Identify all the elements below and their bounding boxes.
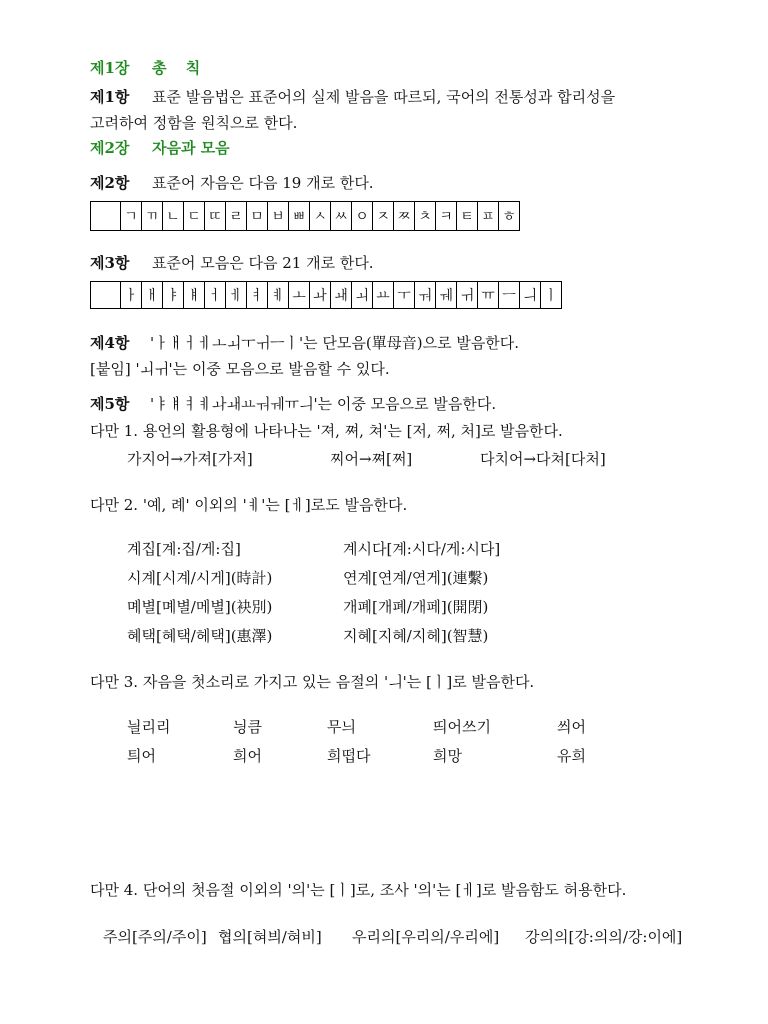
vowel-cell: ㅔ <box>226 282 247 309</box>
vowel-cell: ㅒ <box>184 282 205 309</box>
consonant-cell: ㅊ <box>415 202 436 231</box>
vowel-cell: ㅝ <box>415 282 436 309</box>
consonant-cell: ㄷ <box>184 202 205 231</box>
article-5 <box>90 395 496 413</box>
example-item: 협의[혀븨/혀비] <box>218 928 322 946</box>
article-4-note: [붙임] 'ㅚㅟ'는 이중 모음으로 발음할 수 있다. <box>90 360 390 378</box>
consonant-cell: ㄴ <box>163 202 184 231</box>
vowel-cell: ㅓ <box>205 282 226 309</box>
vowel-cell: ㅛ <box>373 282 394 309</box>
vowel-cell: ㅏ <box>121 282 142 309</box>
example-item: 연계[연계/연게](連繫) <box>343 569 489 587</box>
article-1-text: 표준 발음법은 표준어의 실제 발음을 따르되, 국어의 전통성과 합리성을 <box>152 88 616 106</box>
consonant-cell: ㅅ <box>310 202 331 231</box>
example-item: 닁큼 <box>233 718 262 736</box>
article-3-label: 제3항 <box>90 254 130 272</box>
article-2 <box>90 174 374 192</box>
chapter-2-heading <box>90 139 230 157</box>
vowel-cell: ㅙ <box>331 282 352 309</box>
blank-cell <box>91 202 121 231</box>
consonant-cell: ㅂ <box>268 202 289 231</box>
example-item: 늴리리 <box>127 718 171 736</box>
consonant-cell: ㅉ <box>394 202 415 231</box>
example-item: 희떱다 <box>327 747 371 765</box>
vowel-cell: ㅣ <box>541 282 562 309</box>
consonant-cell: ㅁ <box>247 202 268 231</box>
exception-3-text: 다만 3. 자음을 첫소리로 가지고 있는 음절의 'ㅢ'는 [ㅣ]로 발음한다. <box>90 673 535 691</box>
consonant-cell: ㅇ <box>352 202 373 231</box>
vowel-cell: ㅟ <box>457 282 478 309</box>
vowel-cell: ㅠ <box>478 282 499 309</box>
chapter-1-heading <box>90 59 200 77</box>
example-item: 찌어→쪄[쩌] <box>330 450 413 468</box>
consonant-cell: ㅌ <box>457 202 478 231</box>
example-item: 계집[계:집/게:집] <box>127 540 241 558</box>
example-item: 시계[시계/시게](時計) <box>127 569 273 587</box>
article-5-label: 제5항 <box>90 395 130 413</box>
example-item: 희망 <box>433 747 462 765</box>
example-item: 유희 <box>557 747 586 765</box>
consonant-cell: ㅈ <box>373 202 394 231</box>
consonant-cell: ㄲ <box>142 202 163 231</box>
example-item: 가지어→가져[가저] <box>127 450 253 468</box>
vowel-table <box>90 281 562 309</box>
consonant-cell: ㄹ <box>226 202 247 231</box>
vowel-cell: ㅖ <box>268 282 289 309</box>
example-item: 혜택[혜택/헤택](惠澤) <box>127 627 273 645</box>
vowel-cell: ㅢ <box>520 282 541 309</box>
article-1-continuation: 고려하여 정함을 원칙으로 한다. <box>90 114 298 132</box>
vowel-cell: ㅜ <box>394 282 415 309</box>
consonant-cell: ㅍ <box>478 202 499 231</box>
article-2-text: 표준어 자음은 다음 19 개로 한다. <box>152 174 374 192</box>
consonant-cell: ㄸ <box>205 202 226 231</box>
article-2-label: 제2항 <box>90 174 130 192</box>
article-3-text: 표준어 모음은 다음 21 개로 한다. <box>152 254 374 272</box>
blank-cell <box>91 282 121 309</box>
example-item: 다치어→다쳐[다처] <box>480 450 606 468</box>
vowel-cell: ㅚ <box>352 282 373 309</box>
consonant-table <box>90 201 520 231</box>
chapter-1-title: 총 칙 <box>152 59 201 77</box>
example-item: 씌어 <box>557 718 586 736</box>
consonant-cell: ㅎ <box>499 202 520 231</box>
vowel-cell: ㅡ <box>499 282 520 309</box>
article-4 <box>90 334 519 352</box>
example-item: 무늬 <box>327 718 356 736</box>
vowel-cell: ㅕ <box>247 282 268 309</box>
example-item: 우리의[우리의/우리에] <box>352 928 500 946</box>
article-3 <box>90 254 374 272</box>
vowel-cell: ㅐ <box>142 282 163 309</box>
chapter-1-label: 제1장 <box>90 59 130 77</box>
article-4-text: 'ㅏㅐㅓㅔㅗㅚㅜㅟㅡㅣ'는 단모음(單母音)으로 발음한다. <box>150 334 520 352</box>
exception-4-text: 다만 4. 단어의 첫음절 이외의 '의'는 [ㅣ]로, 조사 '의'는 [ㅔ]로 발음함도 허용한다. <box>90 881 627 899</box>
chapter-2-title: 자음과 모음 <box>152 139 230 157</box>
consonant-cell: ㅆ <box>331 202 352 231</box>
article-5-text: 'ㅑㅒㅕㅖㅘㅙㅛㅝㅞㅠㅢ'는 이중 모음으로 발음한다. <box>150 395 497 413</box>
article-1-label: 제1항 <box>90 88 130 106</box>
consonant-cell: ㄱ <box>121 202 142 231</box>
exception-1-text: 다만 1. 용언의 활용형에 나타나는 '져, 쪄, 쳐'는 [저, 쩌, 처]로 발음한다. <box>90 422 563 440</box>
example-item: 몌별[몌별/메별](袂別) <box>127 598 273 616</box>
vowel-cell: ㅘ <box>310 282 331 309</box>
article-1 <box>90 88 615 106</box>
vowel-row <box>91 282 562 309</box>
example-item: 지혜[지혜/지헤](智慧) <box>343 627 489 645</box>
example-item: 틔어 <box>127 747 156 765</box>
vowel-cell: ㅑ <box>163 282 184 309</box>
exception-2-text: 다만 2. '예, 례' 이외의 'ㅖ'는 [ㅔ]로도 발음한다. <box>90 496 408 514</box>
chapter-2-label: 제2장 <box>90 139 130 157</box>
consonant-row <box>91 202 520 231</box>
consonant-cell: ㅋ <box>436 202 457 231</box>
vowel-cell: ㅗ <box>289 282 310 309</box>
example-item: 희어 <box>233 747 262 765</box>
consonant-cell: ㅃ <box>289 202 310 231</box>
article-4-label: 제4항 <box>90 334 130 352</box>
example-item: 강의의[강:의의/강:이에] <box>525 928 683 946</box>
example-item: 개폐[개폐/개페](開閉) <box>343 598 489 616</box>
example-item: 계시다[계:시다/게:시다] <box>343 540 501 558</box>
vowel-cell: ㅞ <box>436 282 457 309</box>
example-item: 주의[주의/주이] <box>103 928 207 946</box>
example-item: 띄어쓰기 <box>433 718 491 736</box>
